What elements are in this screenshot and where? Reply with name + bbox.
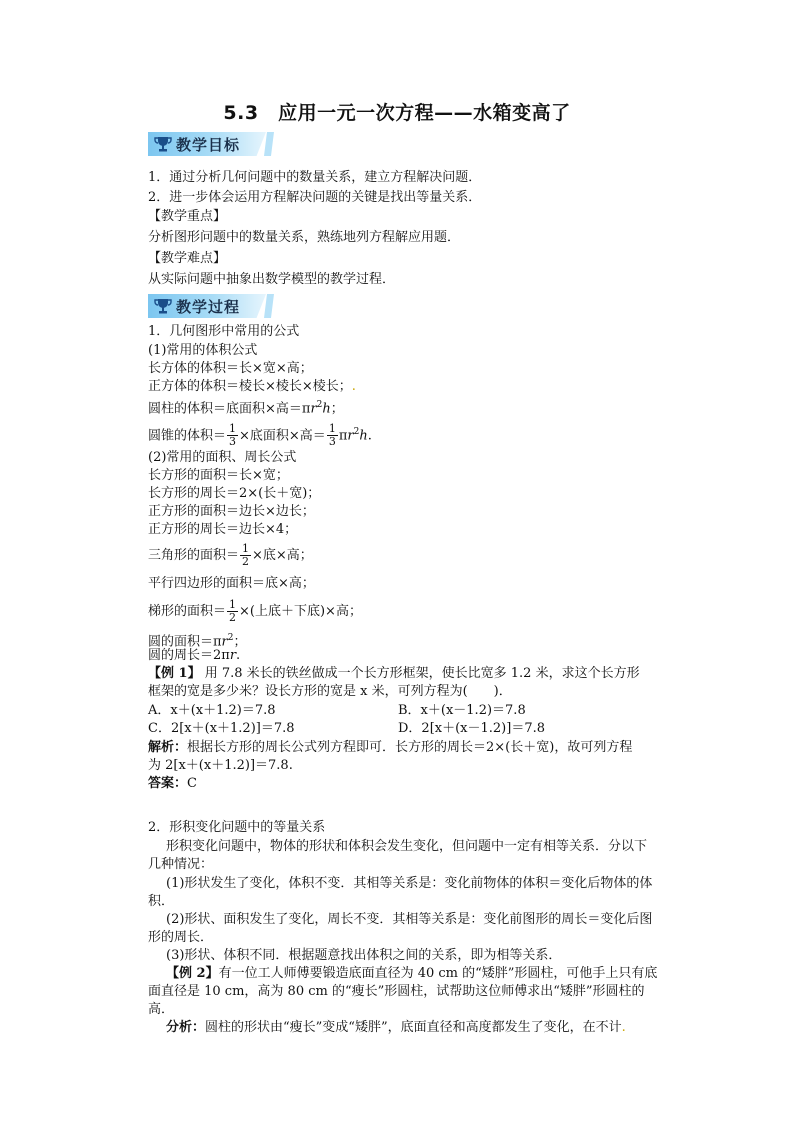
example-2-line-1: 【例 2】有一位工人师傅要锻造底面直径为 40 cm 的“矮胖”形圆柱，可他手上只有底 [166, 966, 658, 981]
case-1-line-2: 积． [148, 894, 175, 909]
formula-area-trapezoid: 梯形的面积＝ $\frac{1}{2}$ ×(上底＋下底)×高； [148, 598, 362, 624]
goal-2: 2．进一步体会运用方程解决问题的关键是找出等量关系． [148, 190, 482, 205]
formula-area-square: 正方形的面积＝边长×边长； [148, 504, 315, 519]
example-1-line-2: 框架的宽是多少米？设长方形的宽是 x 米，可列方程为( )． [148, 684, 512, 699]
answer-1: 答案：C [148, 776, 197, 791]
section-1-sub-2: (2)常用的面积、周长公式 [148, 450, 297, 465]
option-c: C．2[x＋(x＋1.2)]＝7.8 [148, 721, 295, 736]
difficulty-text: 从实际问题中抽象出数学模型的教学过程． [148, 272, 396, 287]
formula-area-triangle: 三角形的面积＝ $\frac{1}{2}$ ×底×高； [148, 542, 313, 568]
analysis-2: 分析：圆柱的形状由“瘦长”变成“矮胖”，底面直径和高度都发生了变化，在不计. [166, 1020, 626, 1035]
example-2-line-3: 高． [148, 1002, 175, 1017]
formula-area-parallelogram: 平行四边形的面积＝底×高； [148, 576, 315, 591]
formula-volume-cuboid: 长方体的体积＝长×宽×高； [148, 361, 313, 376]
case-2-line-2: 形的周长． [148, 930, 214, 945]
trophy-icon [154, 135, 172, 153]
trophy-icon [154, 297, 172, 315]
section-2-title: 2．形积变化问题中的等量关系 [148, 820, 326, 835]
option-a: A．x＋(x＋1.2)＝7.8 [148, 703, 276, 718]
formula-volume-cylinder: 圆柱的体积＝底面积×高$=\pi r^2h$； [148, 400, 344, 417]
formula-circumference-circle: 圆的周长＝2πr. [148, 648, 241, 663]
example-2-line-2: 面直径是 10 cm，高为 80 cm 的“瘦长”形圆柱，试帮助这位师傅求出“矮胖”形圆柱的 [148, 984, 645, 999]
analysis-1-line-2: 为 2[x＋(x＋1.2)]＝7.8. [148, 758, 293, 773]
case-2-line-1: (2)形状、面积发生了变化，周长不变．其相等关系是：变化前图形的周长＝变化后图 [166, 912, 653, 927]
goal-1: 1．通过分析几何问题中的数量关系，建立方程解决问题． [148, 170, 482, 185]
case-1-line-1: (1)形状发生了变化，体积不变．其相等关系是：变化前物体的体积＝变化后物体的体 [166, 876, 653, 891]
section-2-para-1: 形积变化问题中，物体的形状和体积会发生变化，但问题中一定有相等关系．分以下 [166, 839, 648, 854]
section-1-title: 1．几何图形中常用的公式 [148, 324, 300, 339]
formula-perimeter-square: 正方形的周长＝边长×4； [148, 522, 298, 537]
banner-label: 教学目标 [176, 136, 241, 154]
formula-volume-cone: 圆锥的体积＝ $\frac{1}{3}$ ×底面积×高＝ $\frac{1}{3}$ $\pi r^2h$. [148, 422, 372, 449]
banner-label: 教学过程 [176, 298, 241, 316]
section-banner-process [148, 294, 274, 318]
formula-area-rectangle: 长方形的面积＝长×宽； [148, 468, 289, 483]
case-3: (3)形状、体积不同．根据题意找出体积之间的关系，即为相等关系． [166, 948, 562, 963]
difficulty-label: 【教学难点】 [148, 251, 227, 266]
fraction: $\frac{1}{2}$ [229, 598, 237, 624]
fraction: $\frac{1}{3}$ [229, 422, 237, 449]
key-text: 分析图形问题中的数量关系，熟练地列方程解应用题． [148, 230, 461, 245]
formula-area-circle: 圆的面积$=\pi r^2$； [148, 633, 247, 650]
fraction: $\frac{1}{3}$ [328, 422, 336, 449]
section-2-para-2: 几种情况： [148, 857, 214, 872]
example-1-line-1: 【例 1】 用 7.8 米长的铁丝做成一个长方形框架，使长比宽多 1.2 米，求这个长方形 [148, 666, 640, 681]
section-1-sub-1: (1)常用的体积公式 [148, 343, 258, 358]
option-b: B．x＋(x－1.2)＝7.8 [398, 703, 526, 718]
section-banner-goals [148, 132, 274, 156]
formula-volume-cube: 正方体的体积＝棱长×棱长×棱长；. [148, 379, 356, 394]
key-label: 【教学重点】 [148, 209, 227, 224]
option-d: D．2[x＋(x－1.2)]＝7.8 [398, 721, 545, 736]
fraction: $\frac{1}{2}$ [242, 542, 250, 568]
formula-perimeter-rectangle: 长方形的周长＝2×(长＋宽)； [148, 486, 321, 501]
page-title: 5.3 应用一元一次方程——水箱变高了 [223, 102, 571, 124]
analysis-1-line-1: 解析：根据长方形的周长公式列方程即可．长方形的周长＝2×(长＋宽)，故可列方程 [148, 740, 633, 755]
